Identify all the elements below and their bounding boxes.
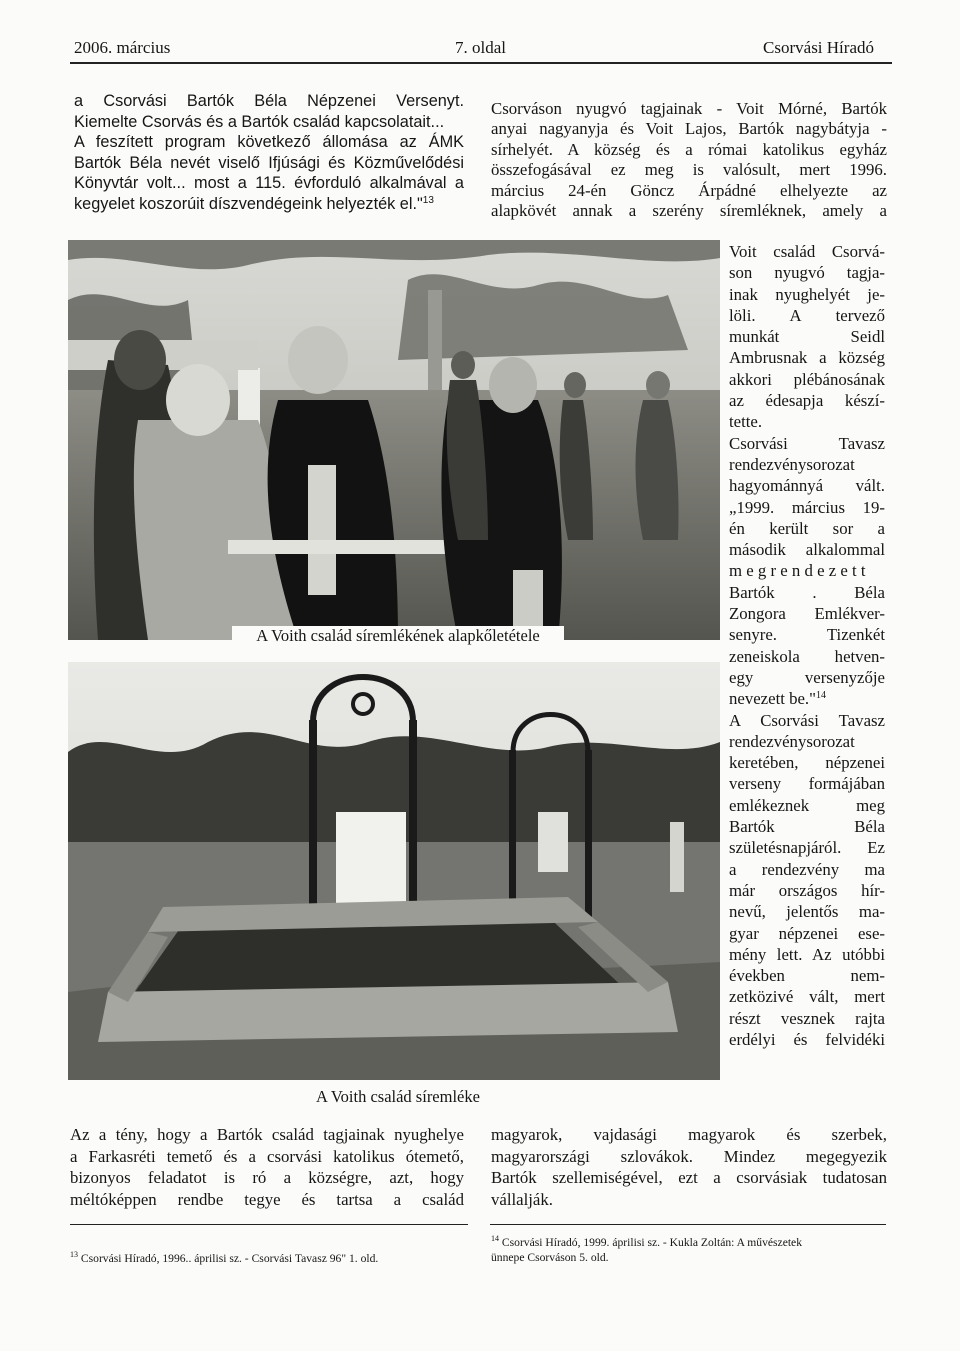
text-line: bizonyos feladatot is ró a községre, azt, hogy — [70, 1168, 464, 1187]
text-line: gyar népzenei ese- — [729, 923, 885, 943]
text-line: senyre. Tizenkét — [729, 625, 885, 645]
footnote-13 — [70, 1251, 468, 1266]
text-line: az édesapja készí- — [729, 391, 885, 411]
photo-memorial-image — [68, 662, 720, 1080]
text-line: son nyugvó tagja- — [729, 263, 885, 283]
photo-caption-memorial: A Voith család síremléke — [292, 1087, 504, 1107]
photo-foundation-image — [68, 240, 720, 640]
text-line: összefogásával ez meg is valósult, mert 1996. — [491, 160, 887, 180]
text-line: rendezvénysorozat — [729, 731, 855, 751]
footnote-text: ünnepe Csorváson 5. old. — [491, 1251, 609, 1264]
text-line: már országos hír- — [729, 880, 885, 900]
text-line: inak nyughelyét je- — [729, 284, 885, 304]
text-line: anyai nagyanyja és Voit Lajos, Bartók nagybátyja - — [491, 119, 887, 139]
text-line: sírhelyét. A község és a római katolikus egyház — [491, 139, 887, 159]
photo-family-memorial — [68, 662, 720, 1080]
text-line: A Csorvási Tavasz — [729, 710, 885, 730]
text-line: második alkalommal — [729, 540, 885, 560]
text-line: rendezvénysorozat — [729, 454, 855, 474]
text-line: a Farkasréti temető és a csorvási katolikus ótemető, — [70, 1146, 464, 1166]
text-line: emlékeznek meg — [729, 795, 885, 815]
text-line: löli. A tervező — [729, 305, 885, 325]
footnote-ref-14: 14 — [815, 690, 826, 702]
text-line: én került sor a — [729, 518, 885, 538]
text-line: vállalják. — [491, 1189, 553, 1209]
text-line: mény lett. Az utóbbi — [729, 944, 885, 964]
text-line: zetközivé vált, mert — [729, 987, 885, 1007]
footnote-text: Csorvási Híradó, 1999. áprilisi sz. - Kukla Zoltán: A művészetek — [501, 1236, 803, 1249]
text-line: méltóképpen rendbe tegye és tartsa a család — [70, 1189, 464, 1209]
page-number: 7. oldal — [455, 38, 506, 57]
text-line: években nem- — [729, 966, 885, 986]
text-line: verseny formájában — [729, 774, 885, 794]
text-line: részt vesznek rajta — [729, 1008, 885, 1028]
photo-caption-foundation: A Voith család síremlékének alapkőletétele — [232, 626, 564, 646]
text-line: akkori plébánosának — [729, 369, 885, 389]
text-line: tette. — [729, 412, 763, 432]
text-line: Könyvtár volt... most a 115. évforduló alkalmával a — [74, 174, 464, 193]
text-line: a rendezvény ma — [729, 859, 885, 879]
text-line: Zongora Emlékver- — [729, 604, 885, 624]
text-line: keretében, népzenei — [729, 753, 885, 773]
footnote-ref-13: 13 — [422, 194, 434, 206]
text-line: Voit család Csorvá- — [729, 242, 885, 261]
footnote-text: Csorvási Híradó, 1996.. áprilisi sz. - Csorvási Tavasz 96" 1. old. — [80, 1252, 379, 1265]
footnote-rule-left — [70, 1224, 468, 1225]
text-line: Az a tény, hogy a Bartók család tagjainak nyughelye — [70, 1125, 464, 1144]
text-line: megrendezett — [729, 561, 870, 581]
text-line: magyarok, vajdasági magyarok és szerbek, — [491, 1125, 887, 1144]
text-line: zeneiskola hetven- — [729, 646, 885, 666]
right-top-paragraph — [491, 99, 887, 221]
footnote-14 — [491, 1235, 887, 1265]
text-line: Bartók . Béla — [729, 582, 885, 602]
photo-foundation-stone-laying — [68, 240, 720, 640]
text-line: alapkövét annak a szerény síremléknek, amely a — [491, 201, 887, 221]
text-line: hagyománnyá vált. — [729, 476, 885, 496]
text-line: Bartók szellemiségével, ezt a csorvásiak tudatosan — [491, 1168, 887, 1187]
left-top-paragraph — [74, 91, 464, 215]
text-line: Csorváson nyugvó tagjainak - Voit Mórné, Bartók — [491, 99, 887, 118]
text-line: A feszített program következő állomása az ÁMK — [74, 133, 464, 152]
text-line: munkát Seidl — [729, 327, 885, 347]
text-line: kegyelet koszorúit díszvendégeink helyezték el." — [74, 194, 423, 213]
right-bottom-paragraph — [491, 1124, 887, 1210]
header-rule — [70, 62, 892, 64]
footnote-rule-right — [490, 1224, 886, 1225]
text-line: március 24-én Göncz Árpádné elhelyezte az — [491, 180, 887, 200]
footnote-number: 13 — [70, 1250, 78, 1259]
text-line: „1999. március 19- — [729, 497, 885, 517]
text-line: a Csorvási Bartók Béla Népzenei Versenyt. — [74, 92, 464, 110]
text-line: Bartók Béla nevét viselő Ifjúsági és Közművelődési — [74, 153, 464, 172]
text-line: születésnapjáról. Ez — [729, 838, 885, 858]
text-line: nevű, jelentős ma- — [729, 902, 885, 922]
text-line: magyarországi szlovákok. Mindez megegyezik — [491, 1146, 887, 1166]
text-line: nevezett be." — [729, 689, 816, 709]
issue-date: 2006. március — [74, 38, 171, 57]
text-line: egy versenyzője — [729, 667, 885, 687]
narrow-text-column — [729, 241, 885, 1050]
text-line: erdélyi és felvidéki — [729, 1029, 885, 1049]
text-line: Bartók Béla — [729, 817, 885, 837]
left-bottom-paragraph — [70, 1124, 464, 1210]
text-line: Ambrusnak a község — [729, 348, 885, 368]
text-line: Kiemelte Csorvás és a Bartók család kapcsolatait... — [74, 112, 445, 131]
text-line: Csorvási Tavasz — [729, 433, 885, 453]
publication-title: Csorvási Híradó — [763, 38, 874, 57]
footnote-number: 14 — [491, 1234, 499, 1243]
